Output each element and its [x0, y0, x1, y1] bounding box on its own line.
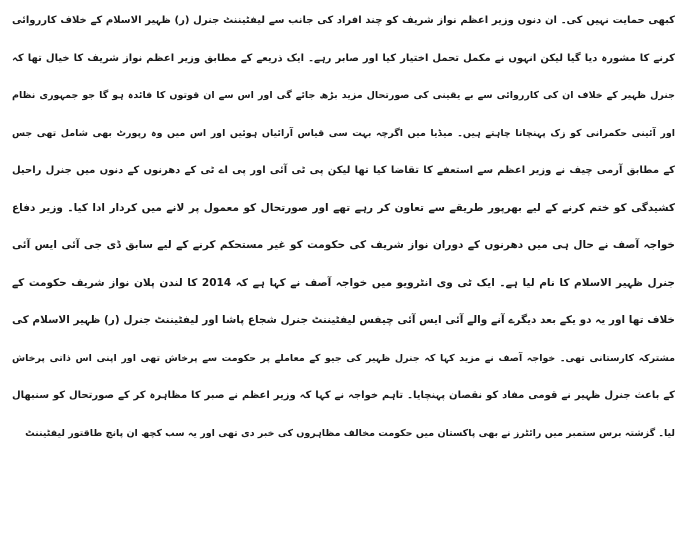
article-line: کے باعث جنرل ظہیر نے قومی مفاد کو نقصان پہنچایا۔ تاہم خواجہ نے کہا کہ وزیر اعظم نے صبر کا مظاہرہ کر کے صورتحال کو سنبھال [12, 390, 675, 401]
article-line: اور آئینی حکمرانی کو زک پہنچانا چاہتے ہیں۔ میڈیا میں اگرچہ بہت سی قیاس آرائیاں ہوئیں اور اس میں وہ رپورٹ بھی شامل تھی جس [12, 127, 675, 139]
article-line: مشترکہ کارستانی تھی۔ خواجہ آصف نے مزید کہا کہ جنرل ظہیر کی جیو کے معاملے پر حکومت سے پرخاش تھی اور اپنی اس ذاتی پرخاش [12, 352, 675, 364]
article-line: خواجہ آصف نے حال ہی میں دھرنوں کے دوران نواز شریف کی حکومت کو غیر مستحکم کرنے کے لیے سابق ڈی جی آئی ایس آئی [12, 239, 675, 251]
article-line: لیا۔ گزشتہ برس ستمبر میں رائٹرز نے بھی پاکستان میں حکومت مخالف مظاہروں کی خبر دی تھی اور یہ سب کچھ ان پانچ طاقتور لیفٹیننٹ [25, 427, 675, 439]
article-line: جنرل ظہیر الاسلام کا نام لیا ہے۔ ایک ٹی وی انٹرویو میں خواجہ آصف نے کہا ہے کہ 2014 کا لندن پلان نواز شریف حکومت کے [12, 276, 675, 289]
article-line: کے مطابق آرمی چیف نے وزیر اعظم سے استعفے کا تقاضا کیا تھا لیکن پی ٹی آئی اور پی اے ٹی کے دھرنوں کے دنوں میں جنرل راحیل [12, 165, 675, 176]
article-line: جنرل ظہیر کے خلاف ان کی کارروائی سے بے یقینی کی صورتحال مزید بڑھ جائے گی اور اس سے ان قوتوں کا فائدہ ہو گا جو جمہوری نظام [12, 90, 675, 101]
article-line: کبھی حمایت نہیں کی۔ ان دنوں وزیر اعظم نواز شریف کو چند افراد کی جانب سے لیفٹیننٹ جنرل (ر) ظہیر الاسلام کے خلاف کارروائی [12, 15, 675, 26]
article-line: کرنے کا مشورہ دیا گیا لیکن انہوں نے مکمل تحمل اختیار کیا اور صابر رہے۔ ایک ذریعے کے مطابق وزیر اعظم نواز شریف کا خیال تھا کہ [12, 52, 675, 64]
article-line: کشیدگی کو ختم کرنے کے لیے بھرپور طریقے سے تعاون کر رہے تھے اور صورتحال کو معمول پر لانے میں کردار ادا کیا۔ وزیر دفاع [12, 201, 675, 214]
article-line: خلاف تھا اور یہ دو یکے بعد دیگرے آنے والے آئی ایس آئی چیفس لیفٹیننٹ جنرل شجاع پاشا اور لیفٹیننٹ جنرل (ر) ظہیر الاسلام کی [12, 314, 675, 326]
